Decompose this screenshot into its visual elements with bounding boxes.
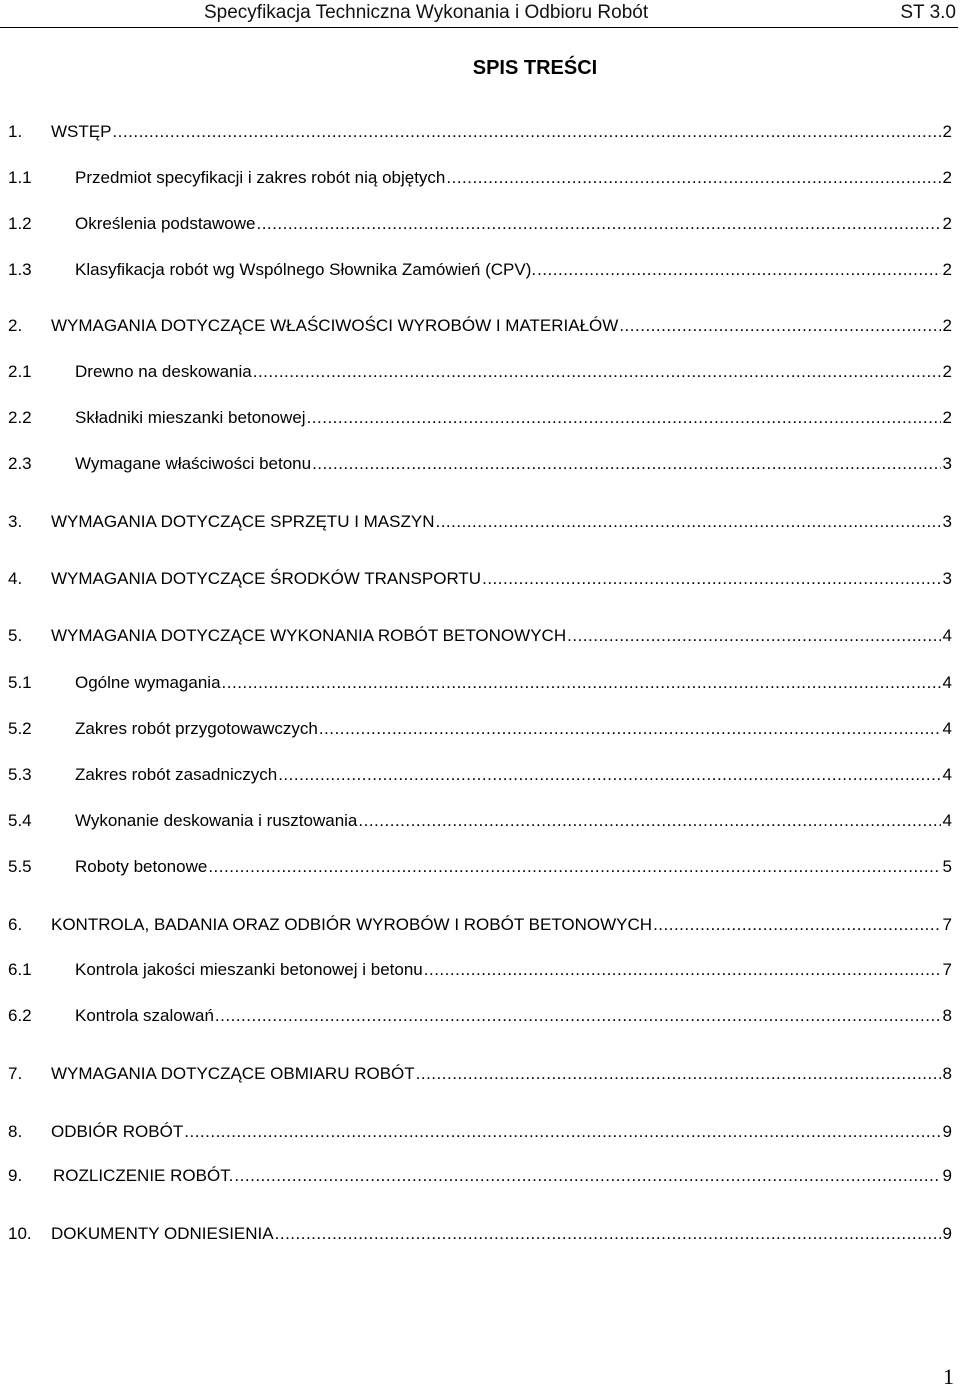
toc-entry-page: 7 — [942, 960, 952, 979]
toc-entry-number: 5.2 — [8, 719, 32, 738]
toc-entry-number: 5. — [8, 626, 23, 645]
toc-entry-10[interactable] — [8, 1222, 952, 1246]
toc-entry-text: Składniki mieszanki betonowej — [75, 408, 306, 427]
toc-dot-leader — [278, 763, 940, 787]
toc-entry-page: 8 — [942, 1006, 952, 1025]
toc-entry-number: 1.2 — [8, 214, 32, 233]
toc-dot-leader — [208, 855, 940, 879]
toc-entry-text: KONTROLA, BADANIA ORAZ ODBIÓR WYROBÓW I ROBÓT BETONOWYCH — [51, 915, 653, 934]
toc-dot-leader — [184, 1120, 940, 1144]
toc-entry-5-1[interactable] — [8, 671, 952, 695]
toc-entry-number: 1. — [8, 122, 23, 141]
toc-entry-text: Drewno na deskowania — [75, 362, 252, 381]
page-number: 1 — [943, 1364, 954, 1389]
toc-entry-2-1[interactable] — [8, 360, 952, 384]
toc-entry-text: Zakres robót przygotowawczych — [75, 719, 318, 738]
toc-entry-page: 2 — [942, 362, 952, 381]
toc-entry-8[interactable] — [8, 1120, 952, 1144]
toc-entry-1-2[interactable] — [8, 212, 952, 236]
toc-dot-leader — [312, 452, 940, 476]
toc-entry-text: ROZLICZENIE ROBÓT. — [53, 1166, 234, 1185]
toc-dot-leader — [112, 120, 940, 144]
toc-entry-7[interactable] — [8, 1062, 952, 1086]
toc-entry-5[interactable] — [8, 624, 952, 648]
toc-dot-leader — [222, 671, 941, 695]
toc-entry-number: 4. — [8, 569, 23, 588]
toc-dot-leader — [446, 166, 940, 190]
toc-entry-number: 3. — [8, 512, 23, 531]
toc-entry-text: ODBIÓR ROBÓT — [51, 1122, 184, 1141]
toc-entry-page: 3 — [942, 454, 952, 473]
toc-entry-page: 9 — [942, 1166, 952, 1185]
toc-dot-leader — [256, 212, 940, 236]
toc-entry-page: 2 — [942, 214, 952, 233]
toc-dot-leader — [253, 360, 941, 384]
toc-entry-page: 3 — [942, 512, 952, 531]
toc-entry-page: 4 — [942, 811, 952, 830]
toc-entry-number: 6.2 — [8, 1006, 32, 1025]
toc-entry-text: Wykonanie deskowania i rusztowania — [75, 811, 358, 830]
toc-entry-9[interactable] — [8, 1164, 952, 1188]
toc-entry-2-3[interactable] — [8, 452, 952, 476]
toc-dot-leader — [275, 1222, 941, 1246]
toc-dot-leader — [416, 1062, 941, 1086]
toc-entry-page: 2 — [942, 408, 952, 427]
toc-entry-text: WYMAGANIA DOTYCZĄCE SPRZĘTU I MASZYN — [51, 512, 435, 531]
toc-entry-text: WYMAGANIA DOTYCZĄCE WYKONANIA ROBÓT BETONOWYCH — [51, 626, 567, 645]
toc-entry-number: 10. — [8, 1224, 32, 1243]
toc-dot-leader — [435, 510, 940, 534]
toc-entry-page: 7 — [942, 915, 952, 934]
toc-entry-number: 1.3 — [8, 260, 32, 279]
toc-entry-text: WYMAGANIA DOTYCZĄCE ŚRODKÓW TRANSPORTU — [51, 569, 482, 588]
toc-entry-1-3[interactable] — [8, 258, 952, 282]
toc-dot-leader — [215, 1004, 941, 1028]
toc-dot-leader — [358, 809, 940, 833]
toc-entry-page: 9 — [942, 1122, 952, 1141]
toc-entry-number: 6.1 — [8, 960, 32, 979]
toc-entry-page: 2 — [942, 260, 952, 279]
toc-entry-text: DOKUMENTY ODNIESIENIA — [51, 1224, 274, 1243]
toc-dot-leader — [619, 314, 940, 338]
toc-entry-text: Określenia podstawowe — [75, 214, 256, 233]
toc-entry-4[interactable] — [8, 567, 952, 591]
toc-entry-text: Kontrola szalowań — [75, 1006, 214, 1025]
toc-dot-leader — [234, 1164, 940, 1188]
toc-entry-5-2[interactable] — [8, 717, 952, 741]
toc-entry-text: Roboty betonowe — [75, 857, 208, 876]
toc-dot-leader — [537, 258, 940, 282]
toc-entry-page: 3 — [942, 569, 952, 588]
toc-title: SPIS TREŚCI — [472, 57, 598, 79]
toc-dot-leader — [424, 958, 941, 982]
toc-entry-number: 2.2 — [8, 408, 32, 427]
toc-entry-number: 5.5 — [8, 857, 32, 876]
toc-entry-text: Kontrola jakości mieszanki betonowej i betonu — [75, 960, 423, 979]
toc-entry-page: 4 — [942, 626, 952, 645]
toc-entry-number: 9. — [8, 1166, 23, 1185]
document-title: Specyfikacja Techniczna Wykonania i Odbioru Robót — [204, 2, 649, 23]
toc-entry-5-5[interactable] — [8, 855, 952, 879]
toc-entry-text: WYMAGANIA DOTYCZĄCE OBMIARU ROBÓT — [51, 1064, 415, 1083]
toc-entry-page: 2 — [942, 122, 952, 141]
toc-dot-leader — [567, 624, 940, 648]
toc-entry-number: 7. — [8, 1064, 23, 1083]
toc-entry-page: 4 — [942, 673, 952, 692]
toc-entry-6-1[interactable] — [8, 958, 952, 982]
toc-entry-number: 2. — [8, 316, 23, 335]
toc-entry-text: WYMAGANIA DOTYCZĄCE WŁAŚCIWOŚCI WYROBÓW I MATERIAŁÓW — [51, 316, 619, 335]
toc-entry-number: 5.1 — [8, 673, 32, 692]
header-divider — [0, 27, 958, 28]
toc-entry-1[interactable] — [8, 120, 952, 144]
toc-entry-page: 4 — [942, 765, 952, 784]
toc-entry-number: 2.1 — [8, 362, 32, 381]
toc-entry-2-2[interactable] — [8, 406, 952, 430]
page-header — [0, 0, 960, 26]
toc-entry-text: Klasyfikacja robót wg Wspólnego Słownika Zamówień (CPV). — [75, 260, 537, 279]
toc-entry-6[interactable] — [8, 913, 952, 937]
toc-entry-text: Przedmiot specyfikacji i zakres robót nią objętych — [75, 168, 446, 187]
toc-entry-page: 8 — [942, 1064, 952, 1083]
toc-dot-leader — [482, 567, 940, 591]
toc-entry-5-3[interactable] — [8, 763, 952, 787]
toc-dot-leader — [653, 913, 940, 937]
toc-entry-page: 2 — [942, 168, 952, 187]
toc-entry-number: 2.3 — [8, 454, 32, 473]
toc-entry-5-4[interactable] — [8, 809, 952, 833]
toc-entry-number: 8. — [8, 1122, 23, 1141]
toc-dot-leader — [307, 406, 941, 430]
toc-entry-2[interactable] — [8, 314, 952, 338]
toc-entry-page: 5 — [942, 857, 952, 876]
toc-entry-1-1[interactable] — [8, 166, 952, 190]
toc-entry-text: Wymagane właściwości betonu — [75, 454, 312, 473]
toc-entry-number: 1.1 — [8, 168, 32, 187]
toc-entry-6-2[interactable] — [8, 1004, 952, 1028]
toc-entry-text: WSTĘP — [51, 122, 112, 141]
toc-entry-number: 5.3 — [8, 765, 32, 784]
toc-entry-text: Zakres robót zasadniczych — [75, 765, 278, 784]
toc-entry-number: 6. — [8, 915, 23, 934]
toc-dot-leader — [319, 717, 941, 741]
toc-entry-text: Ogólne wymagania — [75, 673, 221, 692]
toc-entry-page: 9 — [942, 1224, 952, 1243]
toc-entry-page: 2 — [942, 316, 952, 335]
toc-entry-number: 5.4 — [8, 811, 32, 830]
toc-entry-3[interactable] — [8, 510, 952, 534]
toc-entry-page: 4 — [942, 719, 952, 738]
document-code: ST 3.0 — [900, 2, 956, 23]
